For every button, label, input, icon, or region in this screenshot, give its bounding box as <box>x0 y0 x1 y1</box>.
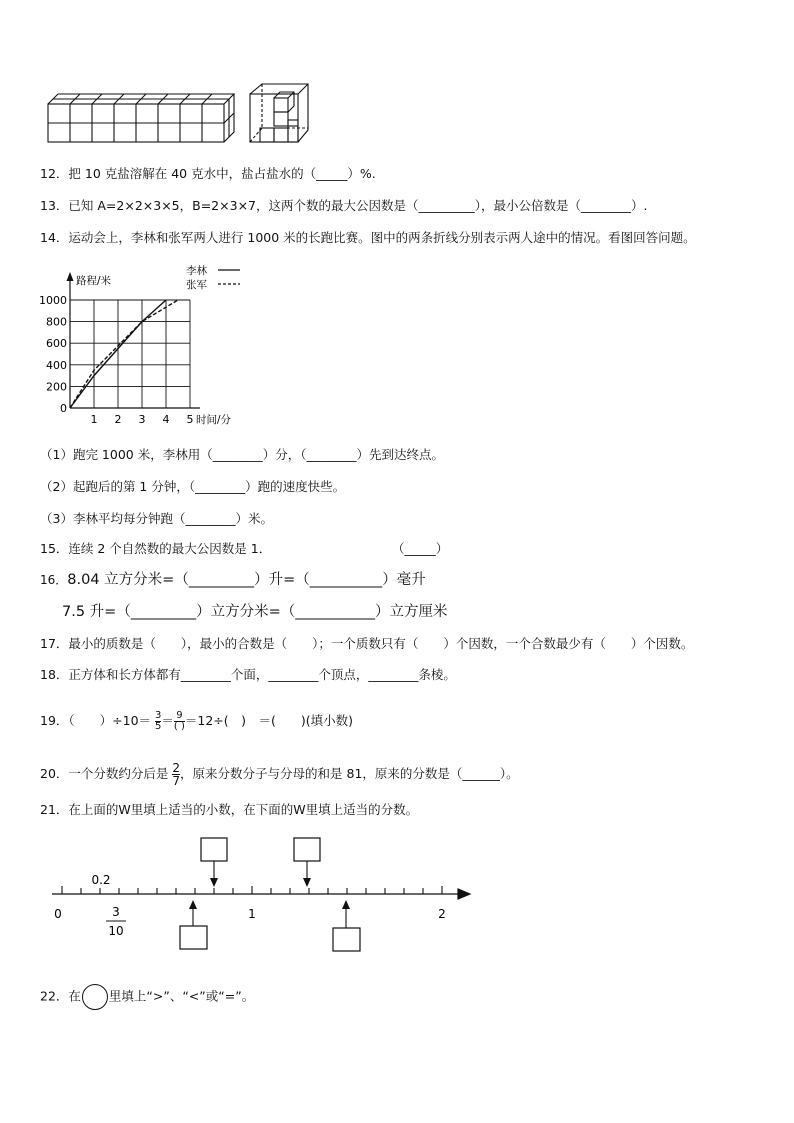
y-axis-arrow-icon <box>67 272 74 281</box>
question-number: 20． <box>40 766 69 781</box>
label-0: 0 <box>54 907 62 921</box>
question-16-line-2: 7.5 升=（_________）立方分米=（___________）立方厘米 <box>62 604 448 620</box>
x-tick-label: 4 <box>162 413 170 426</box>
question-14-sub-1: （1）跑完 1000 米，李林用（________）分，（________）先到达终点。 <box>40 447 444 462</box>
question-number: 17． <box>40 636 69 651</box>
question-number: 13． <box>40 198 69 213</box>
text-part-1: 一个分数约分后是 <box>68 766 169 781</box>
label-3-10-den: 10 <box>108 924 124 938</box>
y-axis-label: 路程/米 <box>76 275 112 287</box>
arrow-up-icon <box>342 900 350 909</box>
answer-circle[interactable] <box>82 984 108 1010</box>
y-tick-label: 600 <box>46 337 67 351</box>
fraction-9-blank: $\frac{9}{( )}$ <box>173 710 185 732</box>
answer-box-upper-1[interactable] <box>201 838 227 861</box>
question-line-1: 8.04 立方分米=（_________）升=（__________）毫升 <box>67 572 426 588</box>
question-19 <box>40 710 353 732</box>
text-pre: 在 <box>68 988 81 1004</box>
long-cuboid <box>48 94 234 142</box>
axis-arrow <box>458 889 470 899</box>
question-number: 21． <box>40 802 69 817</box>
fraction-3-5: $\frac{3}{5}$ <box>155 710 162 732</box>
x-tick-label: 2 <box>114 413 122 426</box>
question-number: 19． <box>40 713 69 728</box>
answer-box-lower-2[interactable] <box>333 928 360 951</box>
y-tick-label: 200 <box>46 380 67 394</box>
cube-figures <box>44 82 314 148</box>
question-16 <box>40 572 426 588</box>
label-1: 1 <box>248 907 256 921</box>
answer-paren: （_____） <box>392 541 449 556</box>
question-number: 15． <box>40 541 69 556</box>
question-text: 最小的质数是（ ），最小的合数是（ ）；一个质数只有（ ）个因数，一个合数最少有（ ）个因数。 <box>68 636 694 651</box>
series-line-zhangjun <box>70 300 178 408</box>
answer-box-upper-2[interactable] <box>294 838 320 861</box>
question-14-sub-3: （3）李林平均每分钟跑（________）米。 <box>40 511 273 526</box>
x-axis-label: 时间/分 <box>196 414 232 426</box>
question-14-sub-2: （2）起跑后的第 1 分钟，（________）跑的速度快些。 <box>40 479 346 494</box>
x-tick-label: 5 <box>186 413 194 426</box>
question-text: 正方体和长方体都有________个面，________个顶点，________条棱。 <box>68 667 456 682</box>
question-14 <box>40 230 696 246</box>
legend-label: 张军 <box>186 279 207 291</box>
y-tick-label: 800 <box>46 315 67 329</box>
question-number: 16． <box>40 573 68 587</box>
question-number: 18． <box>40 667 69 682</box>
label-2: 2 <box>438 907 446 921</box>
x-tick-label: 1 <box>90 413 98 426</box>
text-post: 里填上“>”、“<”或“=”。 <box>108 988 255 1004</box>
label-3-10-num: 3 <box>112 905 120 919</box>
question-number: 12． <box>40 166 69 181</box>
question-12 <box>40 166 376 182</box>
y-tick-label: 400 <box>46 358 67 372</box>
question-text: 在上面的W里填上适当的小数，在下面的W里填上适当的分数。 <box>68 802 419 817</box>
y-tick-label: 0 <box>60 402 67 415</box>
open-cube <box>250 84 308 142</box>
answer-box-lower-1[interactable] <box>180 926 207 949</box>
legend-label: 李林 <box>186 265 207 277</box>
question-20 <box>40 762 519 787</box>
expr-part-2: ＝12÷( ) ＝( )(填小数) <box>184 713 354 728</box>
question-number: 14． <box>40 230 69 245</box>
question-text: 连续 2 个自然数的最大公因数是 1． <box>68 541 272 556</box>
equals: ＝ <box>161 713 174 728</box>
question-15 <box>40 541 271 557</box>
question-number: 22． <box>40 988 69 1004</box>
x-tick-label: 3 <box>138 413 146 426</box>
y-tick-label: 1000 <box>39 294 67 307</box>
question-text: 把 10 克盐溶解在 40 克水中，盐占盐水的（_____）%. <box>68 166 376 181</box>
arrow-down-icon <box>303 878 311 887</box>
arrow-up-icon <box>189 900 197 909</box>
arrow-down-icon <box>210 878 218 887</box>
fraction-2-7: $\frac{2}{7}$ <box>172 761 181 788</box>
question-text: 已知 A=2×2×3×5，B=2×3×7，这两个数的最大公因数是（_________），最小公倍数是（________）. <box>68 198 648 213</box>
question-text: 运动会上，李林和张军两人进行 1000 米的长跑比赛。图中的两条折线分别表示两人途中的情况。看图回答问题。 <box>68 230 696 245</box>
text-part-2: ，原来分数分子与分母的和是 81，原来的分数是（______）。 <box>180 766 519 781</box>
expr-part-1: （ ）÷10＝ <box>68 713 152 728</box>
label-0-2: 0.2 <box>91 873 111 887</box>
question-22 <box>40 984 254 1010</box>
race-line-chart <box>34 262 264 434</box>
question-21 <box>40 802 418 818</box>
question-18 <box>40 667 456 683</box>
question-17 <box>40 636 693 652</box>
question-13 <box>40 198 647 214</box>
number-line <box>40 834 480 958</box>
